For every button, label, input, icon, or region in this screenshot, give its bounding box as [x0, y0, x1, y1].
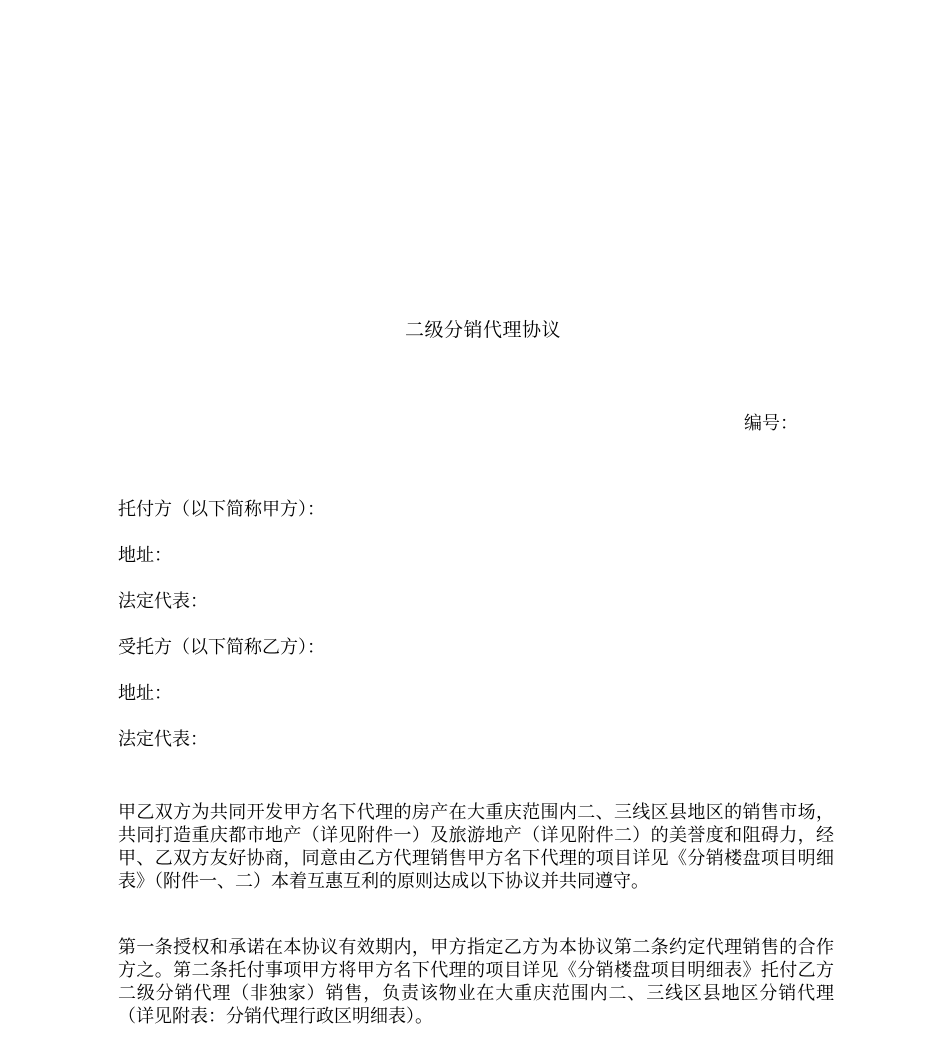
document-number-label: 编号： [744, 413, 798, 434]
document-title: 二级分销代理协议 [404, 319, 561, 341]
preamble-paragraph: 甲乙双方为共同开发甲方名下代理的房产在大重庆范围内二、三线区县地区的销售市场，共同打造重庆都市地产（详见附件一）及旅游地产（详见附件二）的美誉度和阻碍力，经甲、乙双方友好协商，同意由乙方代理销售甲方名下代理的项目详见《分销楼盘项目明细表》（附件一、二）本着互惠互利的原则达成以下协议并共同遵守。 [118, 802, 834, 892]
party-b-legal-representative: 法定代表： [118, 729, 208, 750]
party-b-address: 地址： [118, 683, 172, 704]
party-a-address: 地址： [118, 545, 172, 566]
article-paragraph: 第一条授权和承诺在本协议有效期内，甲方指定乙方为本协议第二条约定代理销售的合作方之。第二条托付事项甲方将甲方名下代理的项目详见《分销楼盘项目明细表》托付乙方二级分销代理（非独家）销售，负责该物业在大重庆范围内二、三线区县地区分销代理（详见附表：分销代理行政区明细表）。 [118, 937, 834, 1027]
party-a-legal-representative: 法定代表： [118, 591, 208, 612]
party-a-heading: 托付方（以下简称甲方）： [118, 499, 325, 520]
party-b-heading: 受托方（以下简称乙方）： [118, 637, 325, 658]
